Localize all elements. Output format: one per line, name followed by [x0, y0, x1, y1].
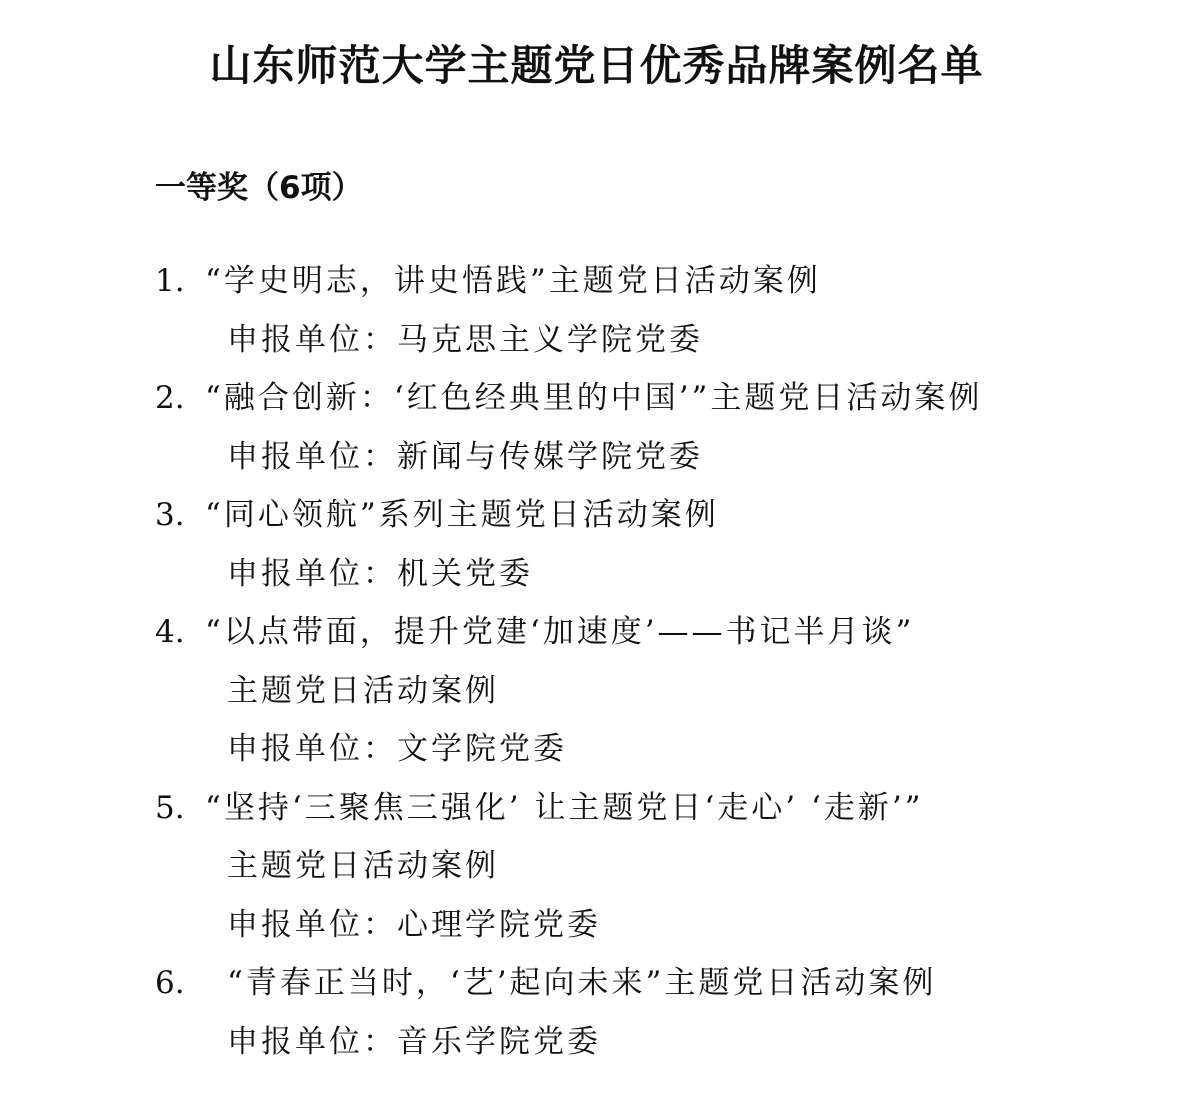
entry-title: “学史明志，讲史悟践”主题党日活动案例 — [205, 263, 821, 299]
award-entry — [155, 779, 1155, 955]
award-entry — [155, 954, 1155, 1071]
entry-title: “青春正当时，‘艺’起向未来”主题党日活动案例 — [227, 965, 937, 1001]
entry-title: “坚持‘三聚焦三强化’ 让主题党日‘走心’ ‘走新’” — [205, 789, 924, 826]
award-entry — [155, 486, 1155, 603]
entry-title-continuation: 主题党日活动案例 — [227, 848, 499, 884]
entry-title-line — [155, 486, 1155, 545]
award-list — [155, 252, 1155, 1071]
entry-title-line — [155, 603, 1155, 662]
entry-title-line — [155, 252, 1155, 311]
entry-unit: 申报单位：心理学院党委 — [227, 906, 601, 943]
entry-number: 3. — [155, 497, 185, 533]
section-heading-first-prize: 一等奖（6项） — [155, 170, 363, 206]
entry-number: 6. — [155, 965, 185, 1001]
entry-unit: 申报单位：机关党委 — [227, 555, 533, 592]
entry-title-line — [155, 779, 1155, 838]
entry-unit: 申报单位：新闻与传媒学院党委 — [227, 438, 703, 475]
entry-number: 1. — [155, 263, 185, 299]
entry-unit: 申报单位：马克思主义学院党委 — [227, 321, 703, 358]
award-entry — [155, 369, 1155, 486]
entry-title: “同心领航”系列主题党日活动案例 — [205, 497, 719, 533]
entry-number: 4. — [155, 614, 185, 650]
award-entry — [155, 252, 1155, 369]
entry-title-line — [155, 369, 1155, 428]
entry-number: 5. — [155, 789, 185, 826]
entry-title-continuation: 主题党日活动案例 — [227, 672, 499, 709]
entry-title: “融合创新：‘红色经典里的中国’”主题党日活动案例 — [205, 380, 983, 416]
entry-title: “以点带面，提升党建‘加速度’——书记半月谈” — [205, 614, 915, 650]
entry-unit: 申报单位：文学院党委 — [227, 731, 567, 767]
entry-unit: 申报单位：音乐学院党委 — [227, 1023, 601, 1060]
award-entry — [155, 603, 1155, 779]
entry-number: 2. — [155, 380, 185, 416]
entry-title-line — [155, 954, 1155, 1013]
document-title: 山东师范大学主题党日优秀品牌案例名单 — [209, 41, 984, 90]
